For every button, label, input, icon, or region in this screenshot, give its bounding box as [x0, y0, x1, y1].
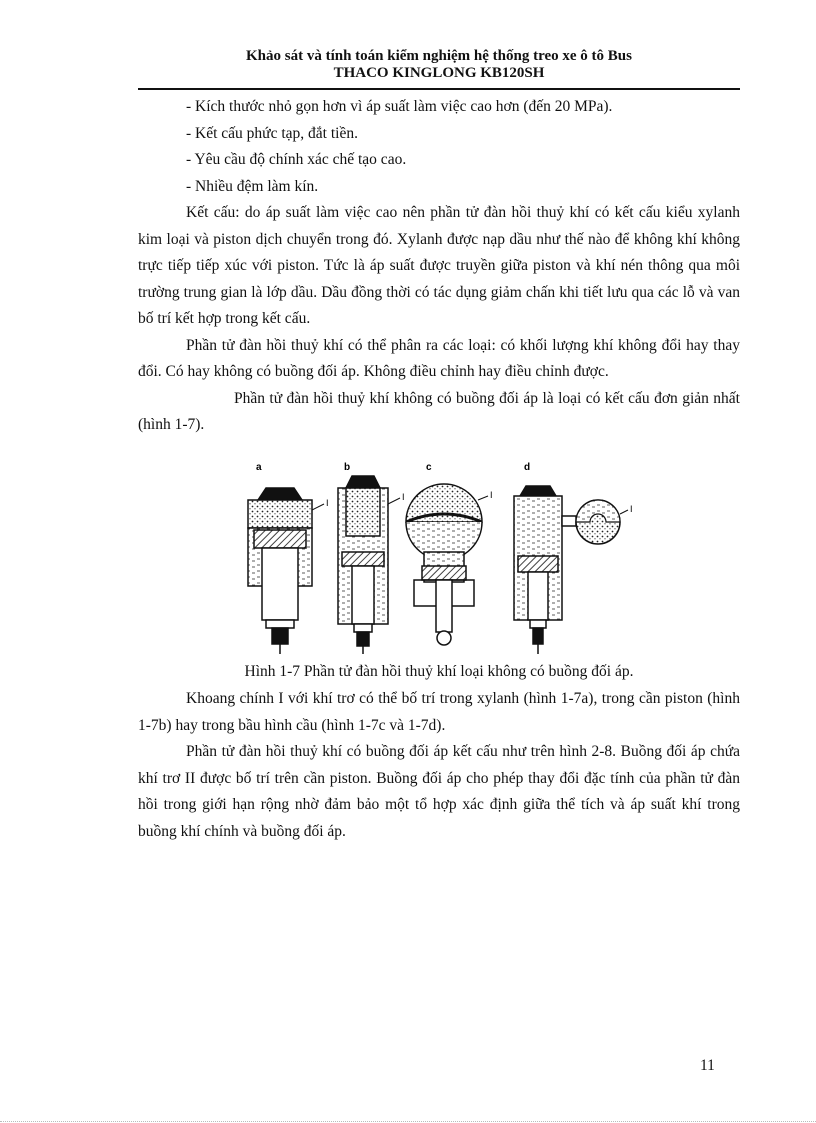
bullet-item: - Kích thước nhỏ gọn hơn vì áp suất làm việc cao hơn (đến 20 MPa).: [186, 98, 613, 115]
figure-label-d: d: [524, 462, 531, 473]
page-number: 11: [700, 1057, 715, 1074]
chamber-label-d: I: [630, 504, 633, 514]
header-title-line2: THACO KINGLONG KB120SH: [333, 65, 545, 81]
leader-line-c: [478, 496, 488, 500]
paragraph-main-chamber: Khoang chính I với khí trơ có thể bố trí trong xylanh (hình 1-7a), trong cần piston (hình 1-7b) hay trong bầu hình cầu (hình 1-7c và 1-7d).: [138, 690, 740, 734]
figure-label-b: b: [344, 462, 351, 473]
leader-line-d: [620, 510, 628, 514]
bullet-item: - Yêu cầu độ chính xác chế tạo cao.: [186, 151, 407, 168]
paragraph-structure: Kết cấu: do áp suất làm việc cao nên phần tử đàn hồi thuỷ khí có kết cấu kiểu xylanh kim loại và piston dịch chuyển trong đó. Xylanh được nạp dầu như thế nào để không khí không trực tiếp tiếp xúc với piston. Tức là áp suất được truyền giữa piston và khí nén thông qua môi trường trung gian là lớp dầu. Dầu đồng thời có tác dụng giảm chấn khi tiết lưu qua các lỗ và van bố trí kết hợp trong kết cấu.: [138, 204, 740, 327]
figure-1-7: [236, 460, 640, 656]
page-header: [138, 48, 740, 82]
diagram-a-gas-in-cylinder: [248, 488, 312, 654]
body-section-1: [138, 94, 740, 439]
chamber-label-c: I: [490, 490, 493, 500]
paragraph-simple-type: Phần tử đàn hồi thuỷ khí không có buồng đối áp là loại có kết cấu đơn giản nhất (hình 1-7).: [138, 389, 740, 433]
leader-line-b: [388, 498, 400, 504]
chamber-label-b: I: [402, 492, 405, 502]
figure-label-a: a: [256, 462, 262, 473]
leader-line-a: [312, 504, 324, 510]
chamber-label-a: I: [326, 498, 329, 508]
header-divider: [138, 88, 740, 90]
diagram-b-gas-in-rod: [338, 476, 388, 654]
figure-caption: Hình 1-7 Phần tử đàn hồi thuỷ khí loại không có buồng đối áp.: [244, 663, 634, 680]
bullet-item: - Nhiều đệm làm kín.: [186, 177, 319, 195]
paragraph-counter-pressure: Phần tử đàn hồi thuỷ khí có buồng đối áp kết cấu như trên hình 2-8. Buồng đối áp chứa khí trơ II được bố trí trên cần piston. Buồng đối áp cho phép thay đổi đặc tính của phần tử đàn hồi trong giới hạn rộng nhờ đảm bảo một tổ hợp xác định giữa thể tích và áp suất khí trong buồng khí chính và buồng đối áp.: [138, 743, 740, 840]
paragraph-classification: Phần tử đàn hồi thuỷ khí có thể phân ra các loại: có khối lượng khí không đổi hay thay đổi. Có hay không có buồng đối áp. Không điều chỉnh hay điều chỉnh được.: [138, 336, 740, 380]
page-bottom-divider: [0, 1121, 816, 1122]
diagram-d-external-sphere: [514, 486, 620, 654]
bullet-item: - Kết cấu phức tạp, đắt tiền.: [186, 124, 358, 142]
diagram-c-spherical-chamber: [406, 484, 482, 645]
header-title-line1: Khảo sát và tính toán kiểm nghiệm hệ thống treo xe ô tô Bus: [245, 48, 632, 64]
figure-label-c: c: [426, 462, 432, 473]
body-section-2: [138, 686, 740, 845]
